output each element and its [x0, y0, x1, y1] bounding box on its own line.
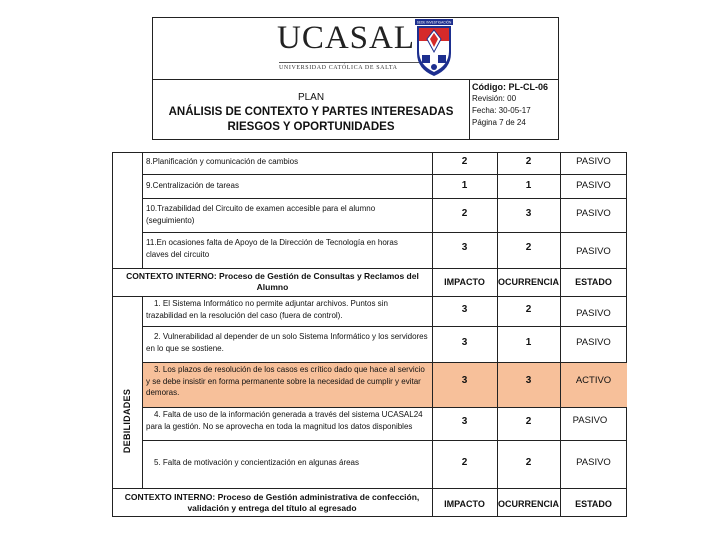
estado-value: PASIVO: [576, 156, 611, 167]
document-revision: Revisión: 00: [472, 94, 517, 103]
estado-value: PASIVO: [576, 180, 611, 191]
impacto-value: 3: [461, 337, 468, 348]
impacto-value: 1: [461, 180, 468, 191]
column-header-estado: ESTADO: [575, 277, 612, 287]
ocurrencia-value: 3: [525, 375, 532, 386]
table-row-text: 1. El Sistema Informático no permite adjuntar archivos. Puntos sin trazabilidad en la resolución del caso (fuera de control).: [146, 299, 388, 320]
impacto-value: 3: [461, 304, 468, 315]
university-crest-icon: [414, 19, 454, 77]
column-header-estado: ESTADO: [575, 499, 612, 509]
document-title-line1: ANÁLISIS DE CONTEXTO Y PARTES INTERESADAS: [168, 106, 454, 118]
table-row-text: 10.Trazabilidad del Circuito de examen accesible para el alumno (seguimiento): [146, 204, 376, 225]
estado-value: PASIVO: [576, 337, 611, 348]
crest-banner-text: SEDE INVESTIGACIÓN: [416, 20, 452, 25]
estado-value: PASIVO: [576, 457, 611, 468]
column-header-ocurrencia: OCURRENCIA: [497, 499, 559, 509]
ocurrencia-value: 2: [525, 156, 532, 167]
logo-area: [153, 18, 558, 80]
section-title: CONTEXTO INTERNO: Proceso de Gestión administrativa de confección, validación y entrega del título al egresado: [124, 492, 420, 513]
document-header: [152, 17, 559, 140]
column-header-ocurrencia: OCURRENCIA: [497, 277, 559, 287]
university-subtitle: UNIVERSIDAD CATÓLICA DE SALTA: [279, 62, 431, 71]
ocurrencia-value: 2: [525, 242, 532, 253]
impacto-value: 2: [461, 208, 468, 219]
table-row-text-highlighted: 3. Los plazos de resolución de los casos es crítico dado que hace al servicio y se debe insistir en forma permanente sobre la necesidad de cumplir y evitar demoras.: [146, 365, 425, 397]
ocurrencia-value: 1: [525, 180, 532, 191]
table-row-text: 8.Planificación y comunicación de cambios: [146, 157, 299, 166]
table-row-text: 5. Falta de motivación y concientización en algunas áreas: [154, 458, 360, 467]
document-title-block: [153, 80, 470, 139]
document-type: PLAN: [297, 92, 325, 103]
estado-value: PASIVO: [576, 308, 611, 319]
ocurrencia-value: 3: [525, 208, 532, 219]
section-title: CONTEXTO INTERNO: Proceso de Gestión de Consultas y Reclamos del Alumno: [126, 271, 419, 292]
ocurrencia-value: 2: [525, 457, 532, 468]
estado-value: PASIVO: [576, 208, 611, 219]
ocurrencia-value: 2: [525, 416, 532, 427]
column-header-impacto: IMPACTO: [444, 499, 485, 509]
estado-value: PASIVO: [572, 415, 608, 426]
column-header-impacto: IMPACTO: [444, 277, 485, 287]
document-title-line2: RIESGOS Y OPORTUNIDADES: [227, 121, 395, 133]
impacto-value: 3: [461, 242, 468, 253]
debilidades-label: [112, 381, 142, 461]
impacto-value: 2: [461, 457, 468, 468]
table-row-text: 11.En ocasiones falta de Apoyo de la Dirección de Tecnología en horas claves del circuito: [146, 238, 398, 259]
document-code: Código: PL-CL-06: [472, 82, 548, 92]
estado-value: PASIVO: [576, 246, 611, 257]
debilidades-label-text: DEBILIDADES: [122, 388, 132, 454]
university-logo-text: UCASAL: [277, 20, 416, 56]
table-row-text: 4. Falta de uso de la información generada a través del sistema UCASAL24 para la gestión. No se aprovecha en toda la magnitud los datos disponibles: [146, 410, 423, 431]
document-page: Página 7 de 24: [472, 118, 526, 127]
ocurrencia-value: 2: [525, 304, 532, 315]
impacto-value: 2: [461, 156, 468, 167]
impacto-value: 3: [461, 416, 468, 427]
impacto-value: 3: [461, 375, 468, 386]
document-meta: [472, 81, 558, 129]
ocurrencia-value: 1: [525, 337, 532, 348]
table-row-text: 2. Vulnerabilidad al depender de un solo Sistema Informático y los servidores en lo que se sostiene.: [146, 332, 428, 353]
estado-value: ACTIVO: [575, 375, 612, 386]
document-date: Fecha: 30-05-17: [472, 106, 531, 115]
table-row-text: 9.Centralización de tareas: [146, 181, 239, 190]
